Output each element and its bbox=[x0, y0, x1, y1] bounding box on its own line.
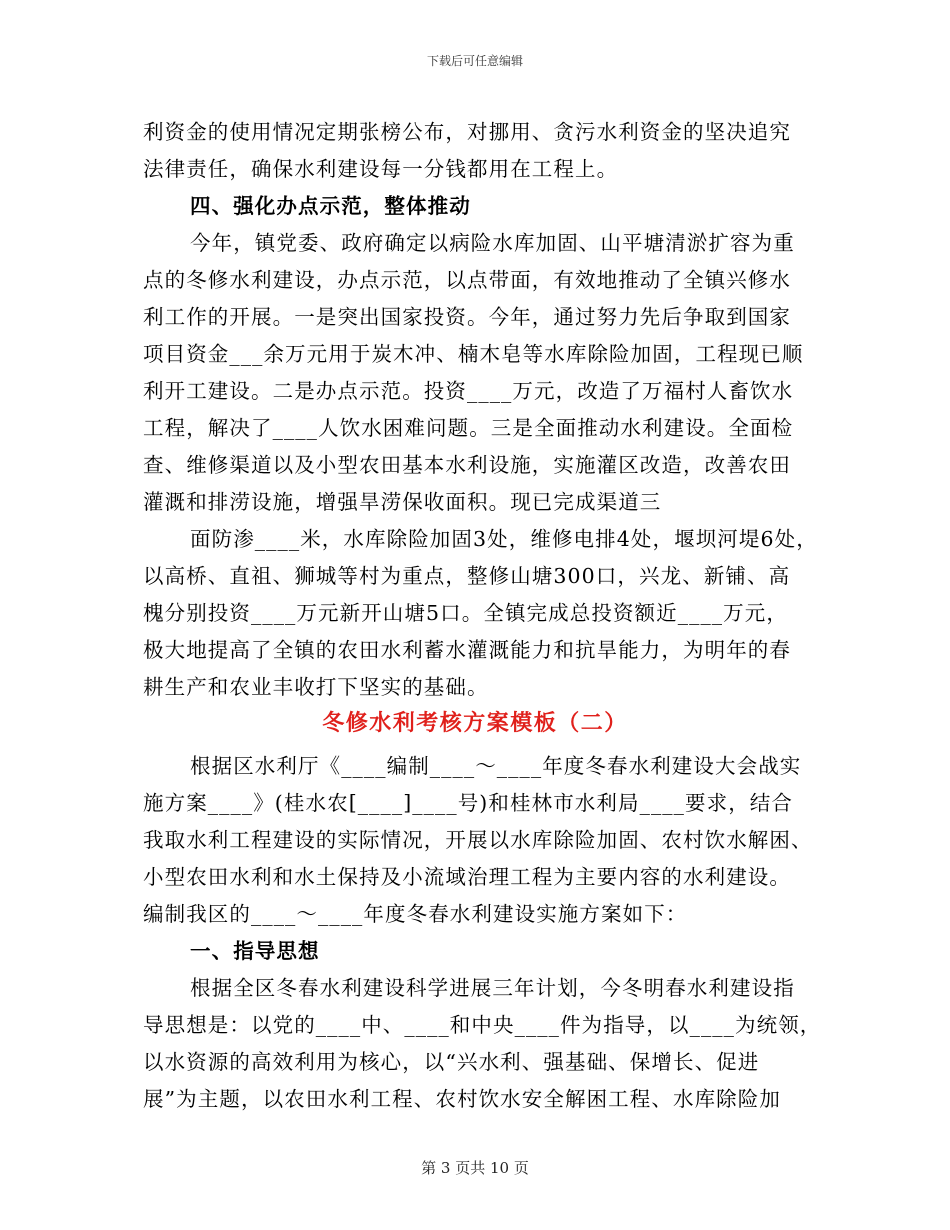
body-line: 槐分别投资____万元新开山塘5口。全镇完成总投资额近____万元， bbox=[143, 601, 788, 625]
body-line: 利工作的开展。一是突出国家投资。今年，通过努力先后争取到国家 bbox=[143, 305, 791, 329]
body-line: 利开工建设。二是办点示范。投资____万元，改造了万福村人畜饮水 bbox=[143, 379, 794, 403]
body-line: 面防渗____米，水库除险加固3处，维修电排4处，堰坝河堤6处， bbox=[190, 527, 818, 551]
body-line: 项目资金___余万元用于炭木冲、楠木皂等水库除险加固，工程现已顺 bbox=[143, 342, 804, 366]
body-line: 根据区水利厅《____编制____～____年度冬春水利建设大会战实 bbox=[190, 754, 802, 778]
body-line: 极大地提高了全镇的农田水利蓄水灌溉能力和抗旱能力，为明年的春 bbox=[143, 638, 791, 662]
body-line: 导思想是：以党的____中、____和中央____件为指导，以____为统领， bbox=[143, 1013, 822, 1037]
body-line: 小型农田水利和水土保持及小流域治理工程为主要内容的水利建设。 bbox=[143, 865, 791, 889]
body-line: 展”为主题，以农田水利工程、农村饮水安全解困工程、水库除险加 bbox=[143, 1087, 781, 1111]
body-line: 编制我区的____～____年度冬春水利建设实施方案如下： bbox=[143, 902, 688, 926]
body-line: 施方案____》(桂水农[____]____号)和桂林市水利局____要求，结合 bbox=[143, 791, 793, 815]
body-line: 查、维修渠道以及小型农田基本水利设施，实施灌区改造，改善农田 bbox=[143, 453, 791, 477]
body-line: 我取水利工程建设的实际情况，开展以水库除险加固、农村饮水解困、 bbox=[143, 828, 813, 852]
body-line: 利资金的使用情况定期张榜公布，对挪用、贪污水利资金的坚决追究 bbox=[143, 120, 791, 144]
body-line: 耕生产和农业丰收打下坚实的基础。 bbox=[143, 675, 489, 699]
section-heading: 一、指导思想 bbox=[190, 939, 320, 963]
body-line: 法律责任，确保水利建设每一分钱都用在工程上。 bbox=[143, 157, 619, 181]
body-line: 灌溉和排涝设施，增强旱涝保收面积。现已完成渠道三 bbox=[143, 490, 662, 514]
body-line: 以水资源的高效利用为核心，以“兴水利、强基础、保增长、促进 bbox=[143, 1050, 760, 1074]
body-line: 根据全区冬春水利建设科学进展三年计划，今冬明春水利建设指 bbox=[190, 976, 795, 1000]
page-footer: 第 3 页共 10 页 bbox=[421, 1159, 529, 1177]
body-line: 点的冬修水利建设，办点示范，以点带面，有效地推动了全镇兴修水 bbox=[143, 268, 791, 292]
section-heading: 四、强化办点示范，整体推动 bbox=[190, 194, 471, 218]
section-title: 冬修水利考核方案模板（二） bbox=[322, 710, 628, 736]
body-line: 以高桥、直祖、狮城等村为重点，整修山塘300口，兴龙、新铺、高 bbox=[143, 564, 791, 588]
body-line: 工程，解决了____人饮水困难问题。三是全面推动水利建设。全面检 bbox=[143, 416, 794, 440]
body-line: 今年，镇党委、政府确定以病险水库加固、山平塘清淤扩容为重 bbox=[190, 231, 795, 255]
page-header: 下载后可任意编辑 bbox=[426, 54, 523, 68]
